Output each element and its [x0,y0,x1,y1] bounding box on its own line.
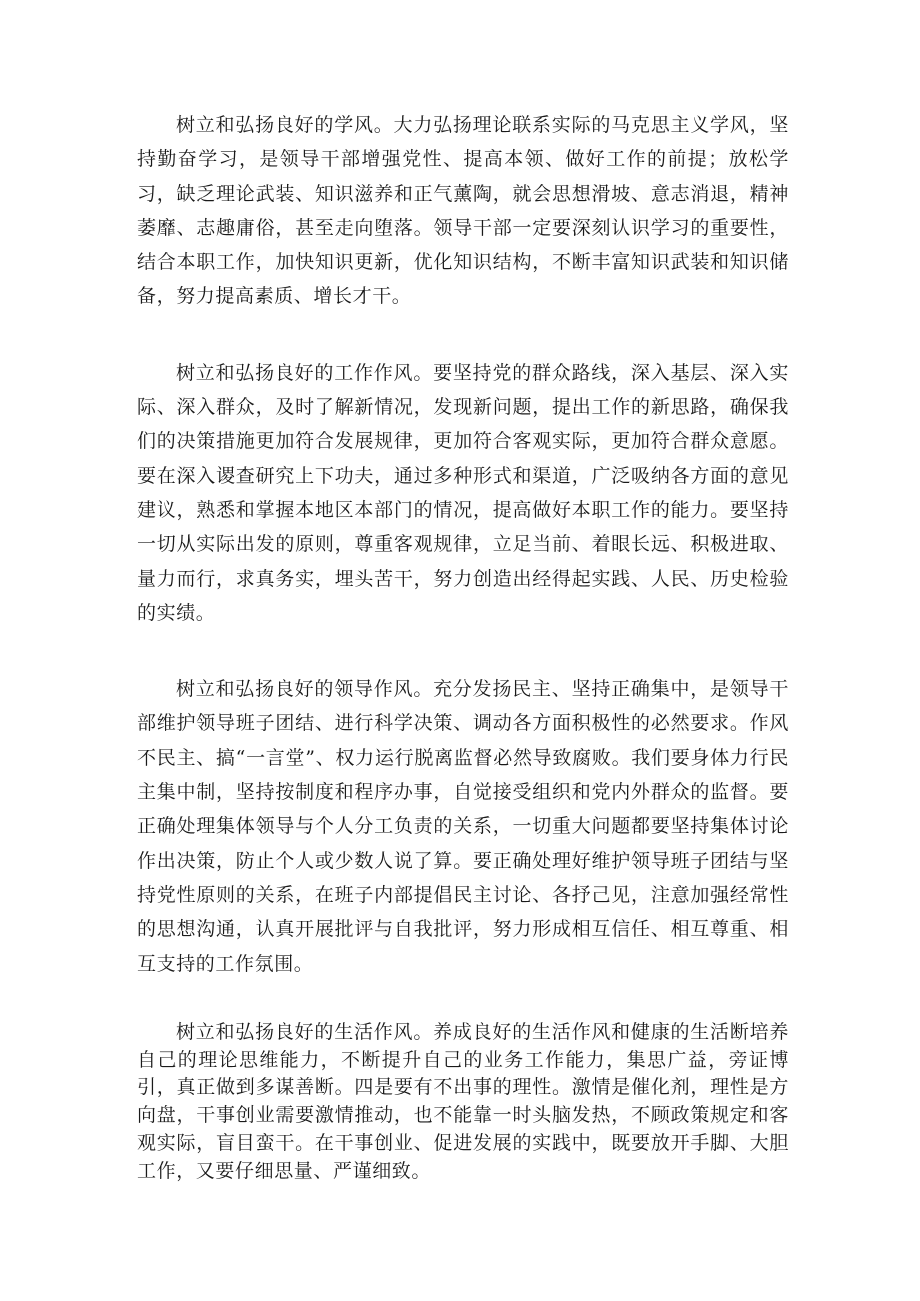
paragraph-work-style: 树立和弘扬良好的工作作风。要坚持党的群众路线，深入基层、深入实际、深入群众，及时了解新情况，发现新问题，提出工作的新思路，确保我们的决策措施更加符合发展规律，更加符合客观实际，更加符合群众意愿。要在深入谡查研究上下功夫，通过多种形式和渠道，广泛吸纳各方面的意见建议，熟悉和掌握本地区本部门的情况，提高做好本职工作的能力。要坚持一切从实际出发的原则，尊重客观规律，立足当前、着眼长远、积极进取、量力而行，求真务实，埋头苦干，努力创造出经得起实践、人民、历史检验的实绩。 [137,361,789,624]
paragraph-life-style: 树立和弘扬良好的生活作风。养成良好的生活作风和健康的生活断培养自己的理论思维能力，不断提升自己的业务工作能力，集思广益，旁证博引，真正做到多谋善断。四是要有不出事的理性。激情是催化剂，理性是方向盘，干事创业需要激情推动，也不能靠一时头脑发热，不顾政策规定和客观实际，盲目蛮干。在干事创业、促进发展的实践中，既要放开手脚、大胆工作，又要仔细思量、严谨细致。 [137,1020,789,1182]
document-body [137,108,789,1186]
paragraph-leadership-style: 树立和弘扬良好的领导作风。充分发扬民主、坚持正确集中，是领导干部维护领导班子团结、进行科学决策、调动各方面积极性的必然要求。作风不民主、搞“一言堂”、权力运行脱离监督必然导致腐败。我们要身体力行民主集中制，坚持按制度和程序办事，自觉接受组织和党内外群众的监督。要正确处理集体领导与个人分工负责的关系，一切重大问题都要坚持集体讨论作出决策，防止个人或少数人说了算。要正确处理好维护领导班子团结与坚持党性原则的关系，在班子内部提倡民主讨论、各抒己见，注意加强经常性的思想沟通，认真开展批评与自我批评，努力形成相互信任、相互尊重、相互支持的工作氛围。 [137,678,789,975]
paragraph-study-style: 树立和弘扬良好的学风。大力弘扬理论联系实际的马克思主义学风，坚持勤奋学习，是领导干部增强党性、提高本领、做好工作的前提；放松学习，缺乏理论武装、知识滋养和正气薰陶，就会思想滑坡、意志消退，精神萎靡、志趣庸俗，甚至走向堕落。领导干部一定要深刻认识学习的重要性，结合本职工作，加快知识更新，优化知识结构，不断丰富知识武装和知识储备，努力提高素质、增长才干。 [137,114,789,308]
